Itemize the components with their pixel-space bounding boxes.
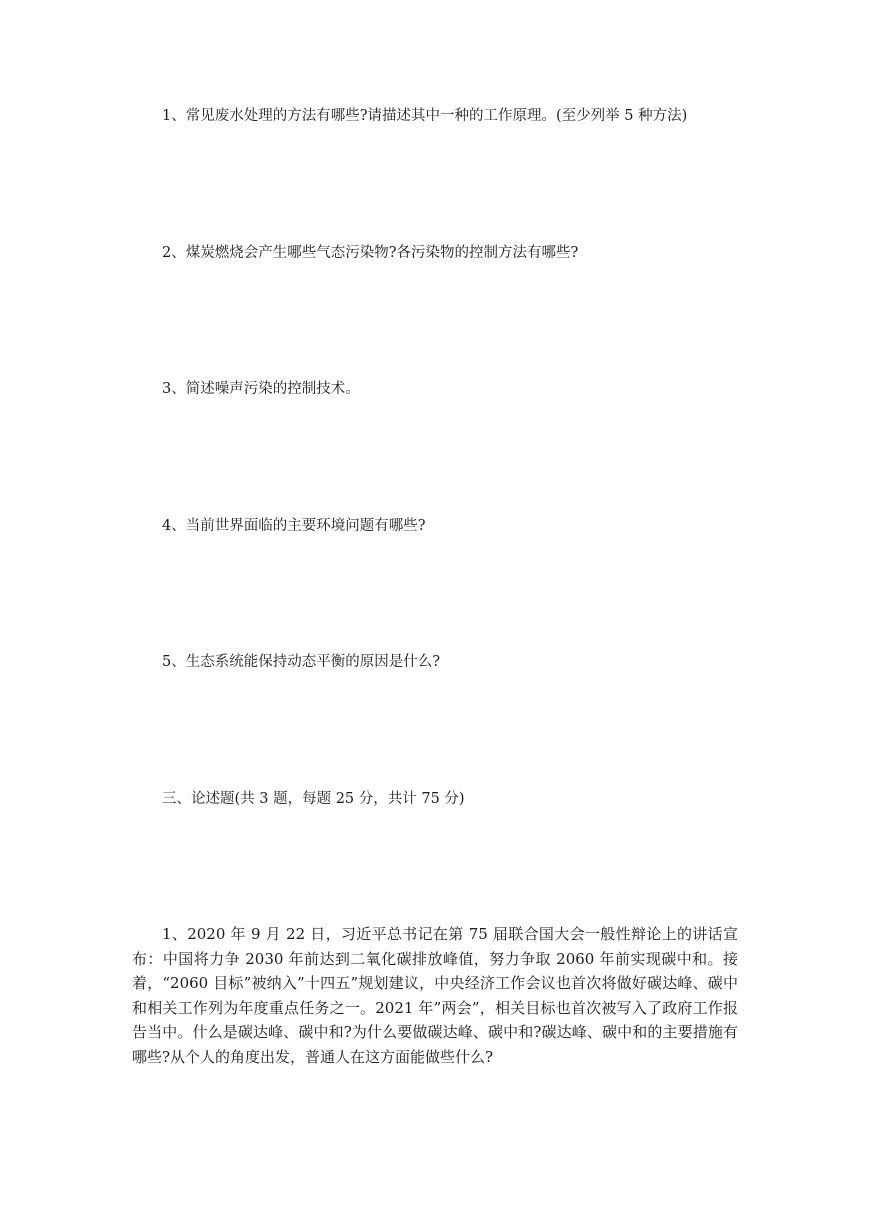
question-3-noise-control: 3、简述噪声污染的控制技术。 xyxy=(162,381,360,397)
question-4-environmental-problems: 4、当前世界面临的主要环境问题有哪些? xyxy=(162,518,426,534)
question-2-coal-combustion: 2、煤炭燃烧会产生哪些气态污染物?各污染物的控制方法有哪些? xyxy=(162,245,579,261)
section-heading-essay: 三、论述题(共 3 题，每题 25 分，共计 75 分) xyxy=(162,791,465,807)
essay-question-1-carbon-neutrality: 1、2020 年 9 月 22 日，习近平总书记在第 75 届联合国大会一般性辩论上的讲话宣布：中国将力争 2030 年前达到二氧化碳排放峰值，努力争取 2060 年前实现碳中和。接着，“2060 目标”被纳入”十四五”规划建议，中央经济工作会议也首次将做好碳达峰、碳中和相关工作列为年度重点任务之一。2021 年”两会”，相关目标也首次被写入了政府工作报告当中。什么是碳达峰、碳中和?为什么要做碳达峰、碳中和?碳达峰、碳中和的主要措施有哪些?从个人的角度出发，普通人在这方面能做些什么? xyxy=(132,925,738,1066)
question-1-wastewater: 1、常见废水处理的方法有哪些?请描述其中一种的工作原理。(至少列举 5 种方法) xyxy=(162,108,688,124)
question-5-ecosystem-balance: 5、生态系统能保持动态平衡的原因是什么? xyxy=(162,654,440,670)
